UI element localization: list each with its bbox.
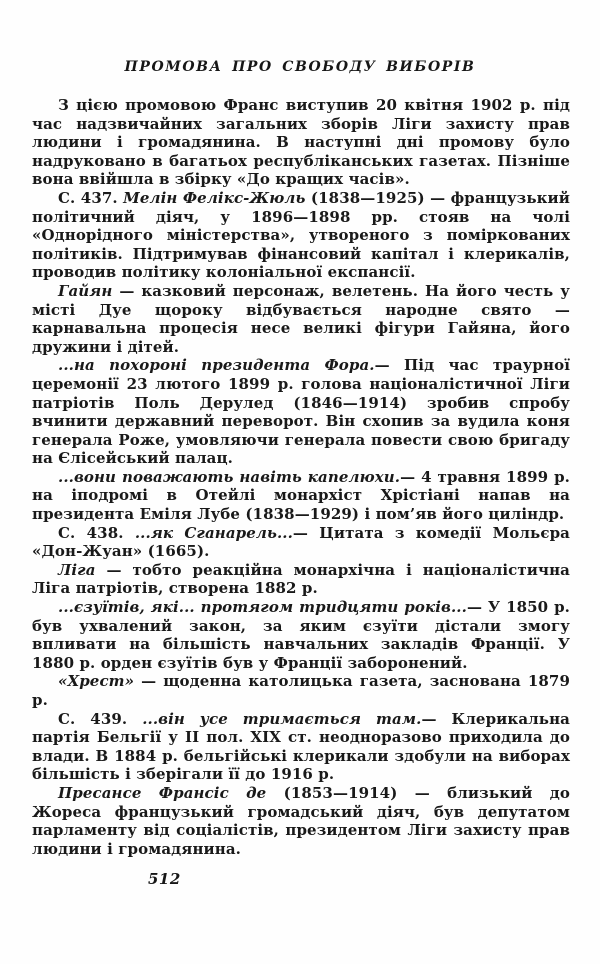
text-run: — Клерикальна партія Бельгії у II пол. XIX ст. неодноразово приходила до влади. В 1884 р. бельгійські клерикали здобули на виборах більшість і зберігали її до 1916 р. <box>32 709 570 784</box>
text-run: — тобто реакційна монархічна і націоналістична Ліга патріотів, створена 1882 р. <box>32 560 570 598</box>
page-number: 512 <box>148 870 181 888</box>
paragraph <box>32 672 570 709</box>
paragraph <box>32 96 570 189</box>
text-run: — У 1850 р. був ухвалений закон, за яким єзуїти дістали змогу впливати на більшість навчальних закладів Франції. У 1880 р. орден єзуїтів був у Франції заборонений. <box>32 598 570 672</box>
paragraph <box>32 189 570 282</box>
text-run: — Під час траурної церемонії 23 лютого 1899 р. голова націоналістичної Ліги патріотів Поль Дерулед (1846—1914) зробив спробу вчинити державний переворот. Він схопив за вудила коня генерала Роже, умовляючи генерала повести свою бригаду на Єлісейський палац. <box>32 356 570 468</box>
text-run: (1853—1914) — близький до Жореса французький громадський діяч, був депутатом парламенту від соціалістів, президентом Ліги захисту прав людини і громадянина. <box>32 783 570 858</box>
italic-run: Ліга <box>58 560 107 579</box>
text-run: С. 437. <box>58 188 124 207</box>
paragraph <box>32 784 570 858</box>
text-run: — щоденна католицька газета, заснована 1879 р. <box>32 672 570 709</box>
italic-run: ...на похороні президента Фора. <box>58 356 375 375</box>
text-run: — 4 травня 1899 р. на іподромі в Отейлі монархіст Хрістіані напав на президента Еміля Лубе (1838—1929) і пом’яв його циліндр. <box>32 467 570 524</box>
italic-run: ...вони поважають навіть капелюхи. <box>58 467 401 486</box>
text-run: (1838—1925) — французький політичний діяч, у 1896—1898 рр. стояв на чолі «Однорідного міністерства», утвореного з поміркованих політиків. Підтримував фінансовий капітал і клерикалів, проводив політику колоніальної експансії. <box>32 188 570 282</box>
italic-run: «Хрест» <box>58 672 142 691</box>
italic-run: ...єзуїтів, які... протягом тридцяти років... <box>58 598 467 617</box>
italic-run: ...як Сганарель... <box>134 523 293 542</box>
text-run: — Цитата з комедії Мольєра «Дон-Жуан» (1665). <box>32 523 570 561</box>
text-run: С. 439. <box>58 709 143 728</box>
paragraph <box>32 282 570 356</box>
italic-run: Гайян <box>58 281 120 300</box>
paragraph <box>32 598 570 672</box>
body-paragraphs <box>32 96 570 858</box>
italic-run: Пресансе Франсіс де <box>58 783 284 802</box>
paragraph <box>32 468 570 524</box>
italic-run: ...він усе тримається там. <box>142 709 422 728</box>
paragraph <box>32 524 570 561</box>
text-run: З цією промовою Франс виступив 20 квітня 1902 р. під час надзвичайних загальних зборів Ліги захисту прав людини і громадянина. В наступні дні промову було надруковано в багатьох республіканських газетах. Пізніше вона ввійшла в збірку «До кращих часів». <box>32 96 570 189</box>
paragraph <box>32 356 570 468</box>
paragraph <box>32 561 570 598</box>
page-title: ПРОМОВА ПРО СВОБОДУ ВИБОРІВ <box>124 59 476 75</box>
text-run: — казковий персонаж, велетень. На його честь у місті Дуе щороку відбувається народне свято — карнавальна процесія несе великі фігури Гайяна, його дружини і дітей. <box>32 281 570 356</box>
italic-run: Мелін Фелікс-Жюль <box>123 188 311 207</box>
text-run: С. 438. <box>58 523 135 542</box>
paragraph <box>32 710 570 784</box>
